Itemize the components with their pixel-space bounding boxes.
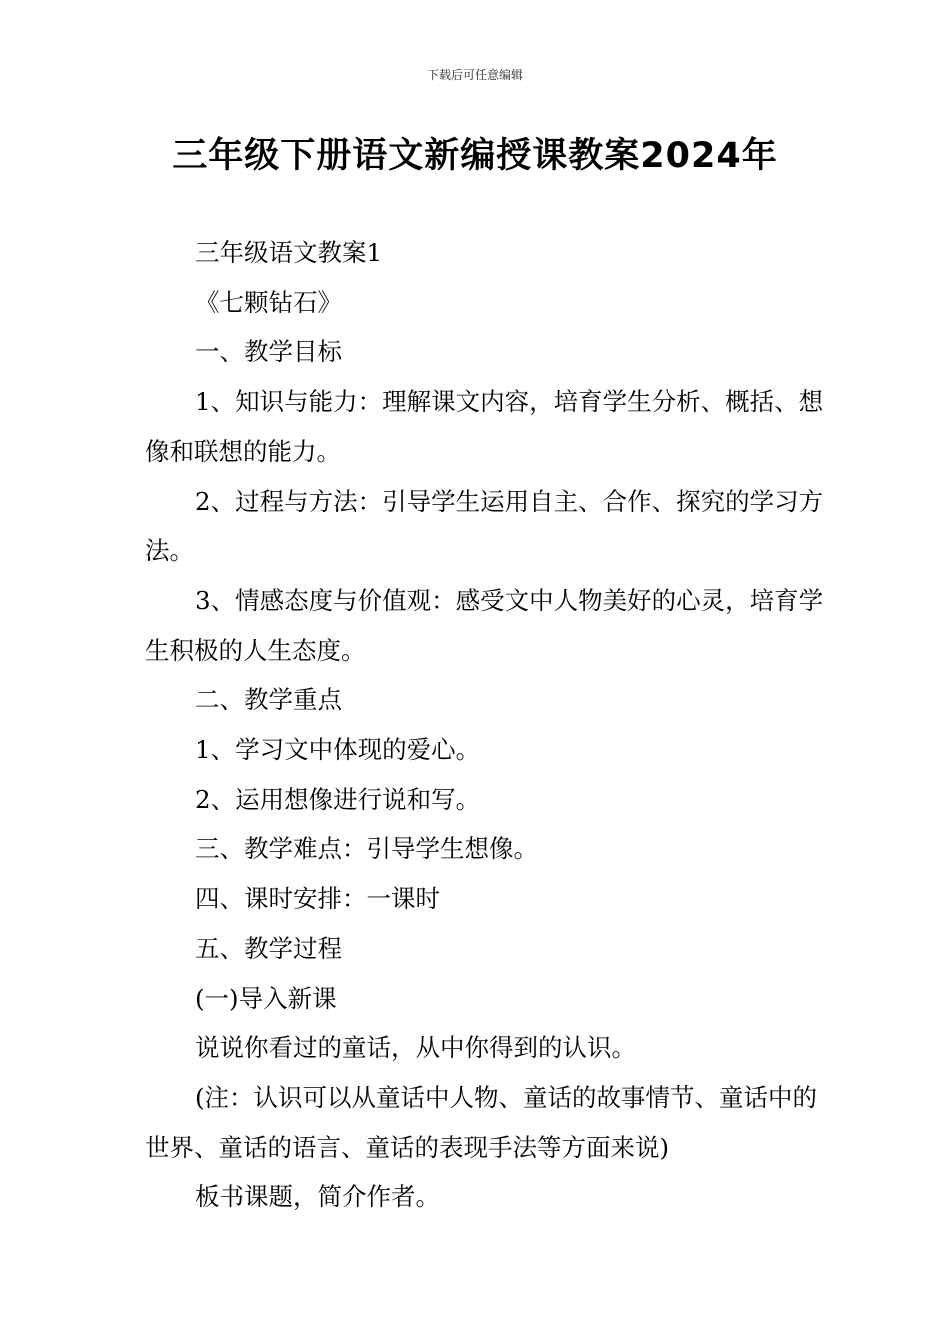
paragraph: 板书课题，简介作者。	[195, 1182, 440, 1212]
paragraph: 3、情感态度与价值观：感受文中人物美好的心灵，培育学生积极的人生态度。	[145, 585, 824, 665]
document-body	[145, 228, 825, 1222]
section-heading: 一、教学目标	[195, 337, 342, 367]
lesson-title: 《七颗钻石》	[195, 287, 342, 317]
header-note: 下载后可任意编辑	[426, 68, 523, 82]
section-heading: 五、教学过程	[195, 933, 342, 963]
section-heading: 四、课时安排：一课时	[195, 884, 440, 914]
paragraph: 2、过程与方法：引导学生运用自主、合作、探究的学习方法。	[145, 486, 824, 566]
section-heading: 二、教学重点	[195, 685, 342, 715]
paragraph: 1、知识与能力：理解课文内容，培育学生分析、概括、想像和联想的能力。	[145, 387, 824, 466]
paragraph: 2、运用想像进行说和写。	[195, 784, 481, 814]
section-heading: 三年级语文教案1	[195, 238, 383, 267]
page-title: 三年级下册语文新编授课教案2024年	[172, 136, 778, 176]
section-heading: 三、教学难点：引导学生想像。	[195, 834, 538, 864]
subsection-heading: (一)导入新课	[195, 983, 337, 1013]
paragraph: 1、学习文中体现的爱心。	[195, 735, 481, 765]
paragraph: 说说你看过的童话，从中你得到的认识。	[195, 1033, 636, 1063]
paragraph: (注：认识可以从童话中人物、童话的故事情节、童话中的世界、童话的语言、童话的表现手法等方面来说)	[145, 1082, 818, 1162]
